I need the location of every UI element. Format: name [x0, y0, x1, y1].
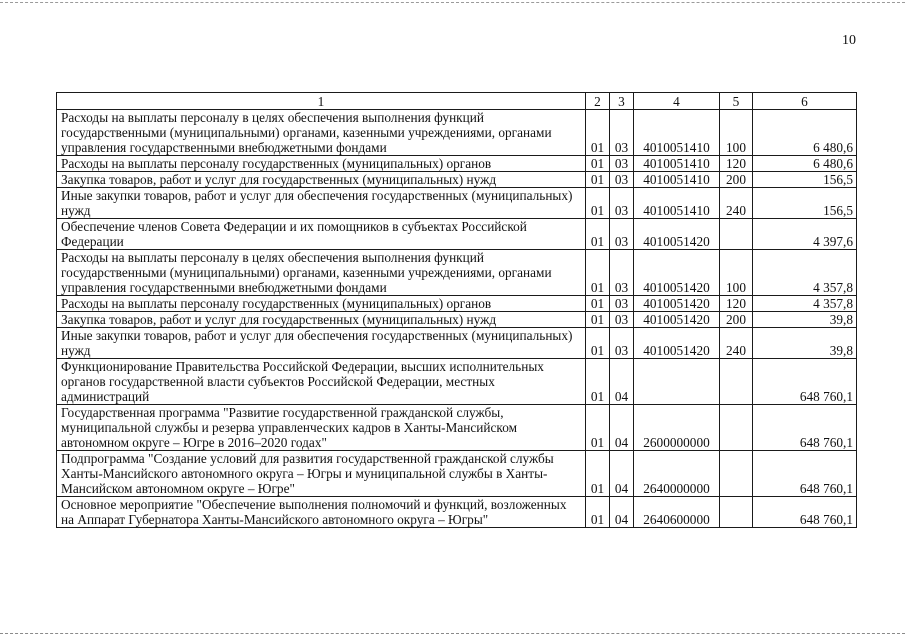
table-row	[57, 156, 857, 172]
subsection-code-cell: 03	[610, 172, 634, 188]
subsection-code-cell: 04	[610, 405, 634, 451]
expense-name-cell: Основное мероприятие "Обеспечение выполнения полномочий и функций, возложенных на Аппарат Губернатора Ханты-Мансийского автономного округа – Югры"	[57, 497, 586, 528]
subsection-code-cell: 04	[610, 451, 634, 497]
expense-type-cell: 100	[720, 110, 753, 156]
section-code-cell: 01	[586, 497, 610, 528]
expense-name-cell: Подпрограмма "Создание условий для развития государственной гражданской службы Ханты-Мансийского автономного округа – Югры и муниципальной службы в Ханты-Мансийском автономном округе – Югре"	[57, 451, 586, 497]
subsection-code-cell: 03	[610, 188, 634, 219]
target-article-cell: 2640600000	[634, 497, 720, 528]
section-code-cell: 01	[586, 359, 610, 405]
section-code-cell: 01	[586, 328, 610, 359]
subsection-code-cell: 03	[610, 156, 634, 172]
expense-name-cell: Государственная программа "Развитие государственной гражданской службы, муниципальной службы и резерва управленческих кадров в Ханты-Мансийском автономном округе – Югре в 2016–2020 годах"	[57, 405, 586, 451]
section-code-cell: 01	[586, 296, 610, 312]
table-row	[57, 250, 857, 296]
amount-cell: 648 760,1	[753, 451, 857, 497]
amount-cell: 648 760,1	[753, 359, 857, 405]
expense-name-cell: Расходы на выплаты персоналу в целях обеспечения выполнения функций государственными (муниципальными) органами, казенными учреждениями, органами управления государственными внебюджетными фондами	[57, 250, 586, 296]
expense-name-cell: Иные закупки товаров, работ и услуг для обеспечения государственных (муниципальных) нужд	[57, 188, 586, 219]
amount-cell: 39,8	[753, 312, 857, 328]
target-article-cell: 4010051410	[634, 156, 720, 172]
budget-table	[56, 92, 857, 528]
target-article-cell: 2600000000	[634, 405, 720, 451]
table-row	[57, 451, 857, 497]
column-header: 6	[753, 93, 857, 110]
expense-type-cell	[720, 405, 753, 451]
table-row	[57, 497, 857, 528]
subsection-code-cell: 03	[610, 219, 634, 250]
target-article-cell	[634, 359, 720, 405]
expense-type-cell: 240	[720, 328, 753, 359]
target-article-cell: 4010051420	[634, 250, 720, 296]
table-row	[57, 296, 857, 312]
amount-cell: 648 760,1	[753, 497, 857, 528]
amount-cell: 39,8	[753, 328, 857, 359]
expense-type-cell	[720, 219, 753, 250]
target-article-cell: 4010051410	[634, 110, 720, 156]
table-row	[57, 188, 857, 219]
page-number: 10	[842, 33, 856, 48]
section-code-cell: 01	[586, 156, 610, 172]
expense-name-cell: Расходы на выплаты персоналу в целях обеспечения выполнения функций государственными (муниципальными) органами, казенными учреждениями, органами управления государственными внебюджетными фондами	[57, 110, 586, 156]
target-article-cell: 4010051420	[634, 328, 720, 359]
target-article-cell: 4010051420	[634, 312, 720, 328]
expense-type-cell: 120	[720, 296, 753, 312]
amount-cell: 156,5	[753, 188, 857, 219]
expense-name-cell: Иные закупки товаров, работ и услуг для обеспечения государственных (муниципальных) нужд	[57, 328, 586, 359]
expense-name-cell: Расходы на выплаты персоналу государственных (муниципальных) органов	[57, 296, 586, 312]
target-article-cell: 2640000000	[634, 451, 720, 497]
amount-cell: 648 760,1	[753, 405, 857, 451]
column-header: 2	[586, 93, 610, 110]
section-code-cell: 01	[586, 451, 610, 497]
subsection-code-cell: 03	[610, 110, 634, 156]
table-row	[57, 405, 857, 451]
amount-cell: 6 480,6	[753, 110, 857, 156]
section-code-cell: 01	[586, 250, 610, 296]
expense-type-cell	[720, 497, 753, 528]
expense-name-cell: Закупка товаров, работ и услуг для государственных (муниципальных) нужд	[57, 172, 586, 188]
subsection-code-cell: 03	[610, 250, 634, 296]
section-code-cell: 01	[586, 405, 610, 451]
table-row	[57, 219, 857, 250]
expense-name-cell: Расходы на выплаты персоналу государственных (муниципальных) органов	[57, 156, 586, 172]
expense-type-cell	[720, 451, 753, 497]
column-header: 1	[57, 93, 586, 110]
target-article-cell: 4010051420	[634, 296, 720, 312]
expense-type-cell: 100	[720, 250, 753, 296]
target-article-cell: 4010051410	[634, 188, 720, 219]
target-article-cell: 4010051410	[634, 172, 720, 188]
table-header-row	[57, 93, 857, 110]
scan-edge-top	[0, 2, 905, 3]
table-body	[57, 93, 857, 528]
expense-type-cell: 200	[720, 172, 753, 188]
expense-type-cell	[720, 359, 753, 405]
section-code-cell: 01	[586, 312, 610, 328]
expense-name-cell: Закупка товаров, работ и услуг для государственных (муниципальных) нужд	[57, 312, 586, 328]
expense-name-cell: Обеспечение членов Совета Федерации и их помощников в субъектах Российской Федерации	[57, 219, 586, 250]
subsection-code-cell: 03	[610, 296, 634, 312]
amount-cell: 156,5	[753, 172, 857, 188]
expense-type-cell: 200	[720, 312, 753, 328]
subsection-code-cell: 04	[610, 497, 634, 528]
expense-type-cell: 240	[720, 188, 753, 219]
amount-cell: 4 397,6	[753, 219, 857, 250]
table-row	[57, 172, 857, 188]
table-row	[57, 359, 857, 405]
section-code-cell: 01	[586, 188, 610, 219]
amount-cell: 4 357,8	[753, 296, 857, 312]
subsection-code-cell: 04	[610, 359, 634, 405]
table-row	[57, 312, 857, 328]
section-code-cell: 01	[586, 219, 610, 250]
expense-type-cell: 120	[720, 156, 753, 172]
column-header: 4	[634, 93, 720, 110]
amount-cell: 6 480,6	[753, 156, 857, 172]
column-header: 5	[720, 93, 753, 110]
section-code-cell: 01	[586, 172, 610, 188]
table-row	[57, 110, 857, 156]
target-article-cell: 4010051420	[634, 219, 720, 250]
subsection-code-cell: 03	[610, 328, 634, 359]
column-header: 3	[610, 93, 634, 110]
scan-edge-bottom	[0, 633, 905, 634]
subsection-code-cell: 03	[610, 312, 634, 328]
section-code-cell: 01	[586, 110, 610, 156]
table-row	[57, 328, 857, 359]
expense-name-cell: Функционирование Правительства Российской Федерации, высших исполнительных органов государственной власти субъектов Российской Федерации, местных администраций	[57, 359, 586, 405]
amount-cell: 4 357,8	[753, 250, 857, 296]
